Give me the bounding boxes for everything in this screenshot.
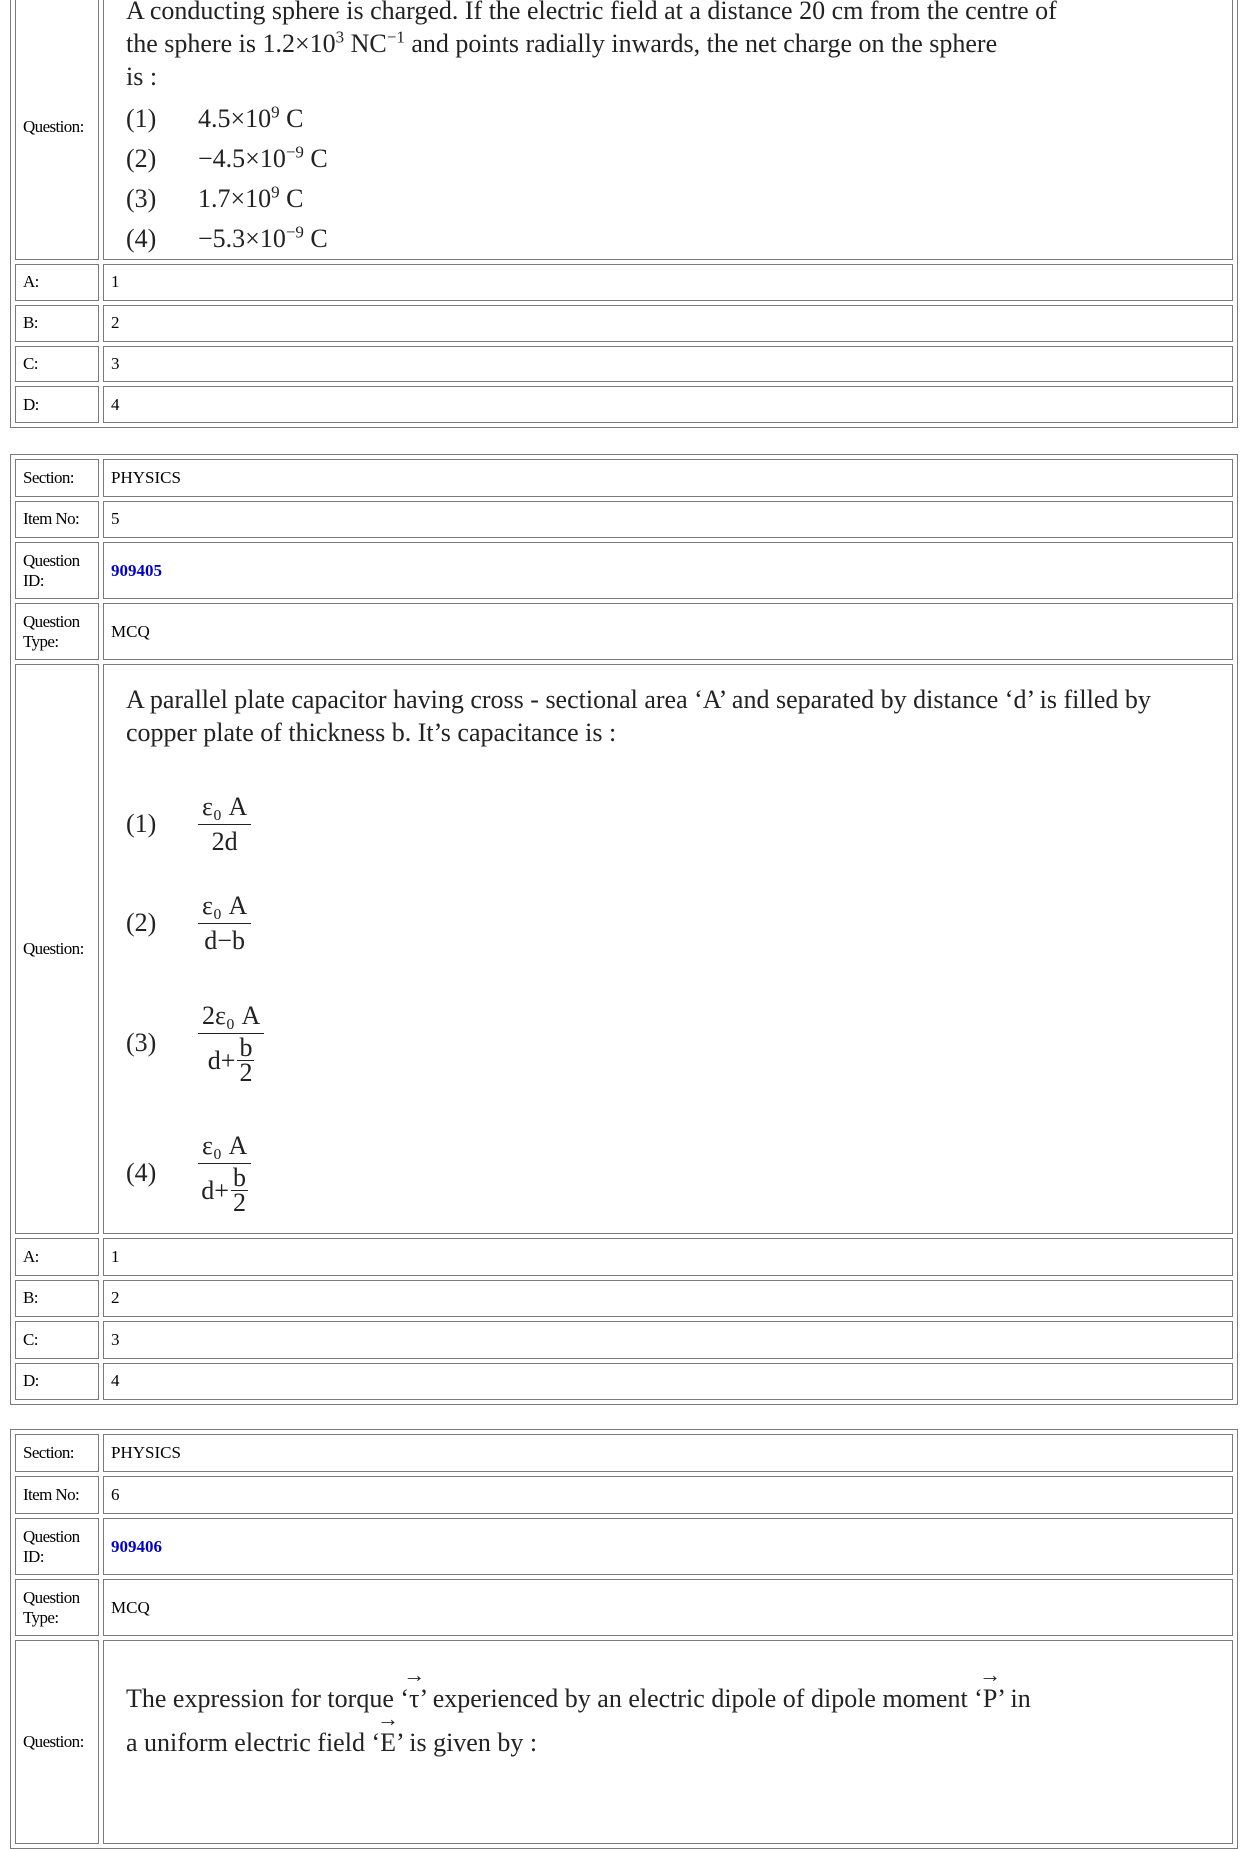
question-id-link[interactable]: 909405 — [103, 542, 1233, 599]
question-type-value: MCQ — [103, 603, 1233, 660]
question-cell — [103, 664, 1233, 1234]
section-label: Section: — [15, 459, 99, 497]
fraction: $\frac{\text{ε₀ A}}{2d}$ — [198, 792, 251, 857]
question-text — [126, 0, 1210, 93]
question-block-4 — [10, 0, 1238, 428]
answer-c-value: 3 — [103, 346, 1233, 383]
answer-c-label: C: — [15, 346, 99, 383]
question-label: Question: — [15, 0, 99, 260]
answer-d-value: 4 — [103, 386, 1233, 423]
answer-a-value: 1 — [103, 264, 1233, 301]
e-vector: → E — [380, 1721, 396, 1765]
question-type-label: Question Type: — [15, 1579, 99, 1636]
option-3: (3) $1.7\times 10^9$ C — [126, 182, 304, 213]
answer-d-label: D: — [15, 1363, 99, 1401]
question-line-3: is : — [126, 62, 158, 91]
answer-a-value: 1 — [103, 1238, 1233, 1276]
option-4: (4) $-5.3\times 10^{-9}$ C — [126, 222, 328, 253]
fraction: ε₀ A d+ $\frac{b}{2}$ — [198, 1131, 251, 1215]
question-id-link[interactable]: 909406 — [103, 1518, 1233, 1575]
option-1: (1) $4.5\times 10^9$ C — [126, 102, 304, 133]
answer-b-value: 2 — [103, 305, 1233, 342]
question-block-6 — [10, 1429, 1238, 1849]
question-type-value: MCQ — [103, 1579, 1233, 1636]
item-no-label: Item No: — [15, 501, 99, 539]
question-block-5 — [10, 454, 1238, 1405]
answer-b-label: B: — [15, 305, 99, 342]
answer-d-label: D: — [15, 386, 99, 423]
option-4: (4) ε₀ A d+ $\frac{b}{2}$ — [126, 1113, 1210, 1233]
option-2: (2) $-4.5\times 10^{-9}$ C — [126, 142, 328, 173]
item-no-label: Item No: — [15, 1476, 99, 1514]
answer-d-value: 4 — [103, 1363, 1233, 1401]
answer-c-value: 3 — [103, 1321, 1233, 1359]
question-line-1: The expression for torque ‘→ τ’ experienced by an electric dipole of dipole moment ‘→ P’ in — [126, 1677, 1210, 1721]
option-list — [126, 775, 1210, 1233]
question-label: Question: — [15, 1640, 99, 1844]
answer-b-label: B: — [15, 1280, 99, 1318]
fraction: $\frac{\text{ε₀ A}}{d-b}$ — [198, 891, 251, 956]
item-no-value: 5 — [103, 501, 1233, 539]
answer-a-label: A: — [15, 1238, 99, 1276]
section-label: Section: — [15, 1434, 99, 1472]
question-id-label: Question ID: — [15, 542, 99, 599]
option-3: (3) 2ε₀ A d+ $\frac{b}{2}$ — [126, 973, 1210, 1113]
question-line-2: the sphere is $1.2\times 10^3$ $NC^{-1}$ and points radially inwards, the net charge on the sphere — [126, 27, 998, 58]
option-list — [126, 99, 1210, 259]
p-vector: → P — [983, 1677, 997, 1721]
answer-b-value: 2 — [103, 1280, 1233, 1318]
option-2: (2) $\frac{\text{ε₀ A}}{d-b}$ — [126, 873, 1210, 973]
question-text: A parallel plate capacitor having cross - sectional area ‘A’ and separated by distance ‘d’ is filled by copper plate of thickness b. It’s capacitance is : — [126, 685, 1151, 747]
question-type-label: Question Type: — [15, 603, 99, 660]
question-line-2: a uniform electric field ‘→ E’ is given by : — [126, 1721, 1210, 1765]
question-label: Question: — [15, 664, 99, 1234]
tau-vector: → τ — [409, 1677, 419, 1721]
question-line-1: A conducting sphere is charged. If the electric field at a distance 20 cm from the centre of — [126, 0, 1057, 25]
section-value: PHYSICS — [103, 1434, 1233, 1472]
question-id-label: Question ID: — [15, 1518, 99, 1575]
question-text — [126, 1677, 1210, 1765]
question-cell — [103, 1640, 1233, 1844]
answer-a-label: A: — [15, 264, 99, 301]
section-value: PHYSICS — [103, 459, 1233, 497]
option-1: (1) $\frac{\text{ε₀ A}}{2d}$ — [126, 775, 1210, 873]
item-no-value: 6 — [103, 1476, 1233, 1514]
question-cell — [103, 0, 1233, 260]
answer-c-label: C: — [15, 1321, 99, 1359]
fraction: 2ε₀ A d+ $\frac{b}{2}$ — [198, 1001, 264, 1085]
